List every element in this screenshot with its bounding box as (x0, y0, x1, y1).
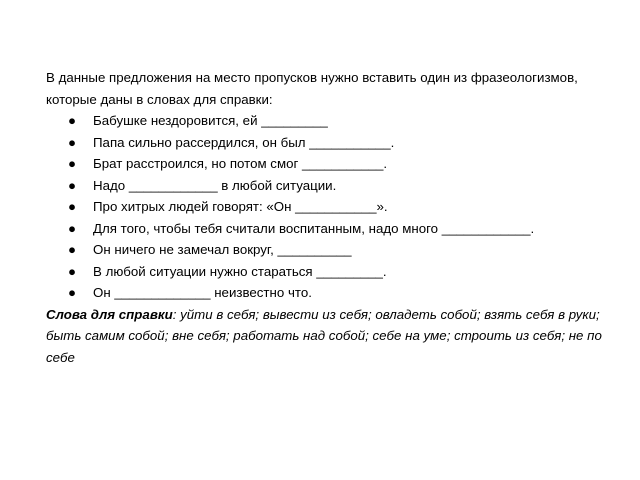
intro-paragraph: В данные предложения на место пропусков нужно вставить один из фразеологизмов, которые даны в словах для справки: (46, 70, 578, 107)
sentence-text: Бабушке нездоровится, ей _________ (93, 113, 328, 128)
bullet-icon: ● (68, 242, 77, 257)
list-item (46, 153, 626, 175)
sentence-text: Он _____________ неизвестно что. (93, 285, 312, 300)
list-item (46, 175, 626, 197)
sentence-text: Брат расстроился, но потом смог ___________. (93, 156, 388, 171)
bullet-icon: ● (68, 177, 77, 193)
list-item (46, 132, 626, 154)
bullet-icon: ● (68, 113, 77, 128)
bullet-icon: ● (68, 199, 77, 214)
list-item (46, 110, 626, 132)
list-item (46, 218, 626, 240)
list-item (46, 282, 626, 304)
bullet-icon: ● (68, 263, 77, 279)
bullet-icon: ● (68, 134, 77, 150)
sentence-text: Про хитрых людей говорят: «Он ___________». (93, 199, 388, 214)
sentence-text: В любой ситуации нужно стараться _________. (93, 263, 387, 279)
list-item (46, 196, 626, 218)
sentence-text: Для того, чтобы тебя считали воспитанным, надо много ____________. (93, 220, 535, 236)
sentence-text: Папа сильно рассердился, он был ___________. (93, 134, 395, 150)
list-item (46, 239, 626, 261)
sentence-list (46, 110, 626, 304)
reference-words: : уйти в себя; вывести из себя; овладеть собой; взять себя в руки; быть самим собой; вне себя; работать над собой; себе на уме; строить из себя; не по себе (46, 306, 602, 365)
reference-paragraph (46, 304, 626, 369)
bullet-icon: ● (68, 156, 77, 171)
document-page (46, 67, 626, 368)
bullet-icon: ● (68, 220, 77, 236)
reference-label: Слова для справки (46, 306, 173, 322)
sentence-text: Он ничего не замечал вокруг, __________ (93, 242, 352, 257)
list-item (46, 261, 626, 283)
sentence-text: Надо ____________ в любой ситуации. (93, 177, 337, 193)
bullet-icon: ● (68, 285, 77, 300)
